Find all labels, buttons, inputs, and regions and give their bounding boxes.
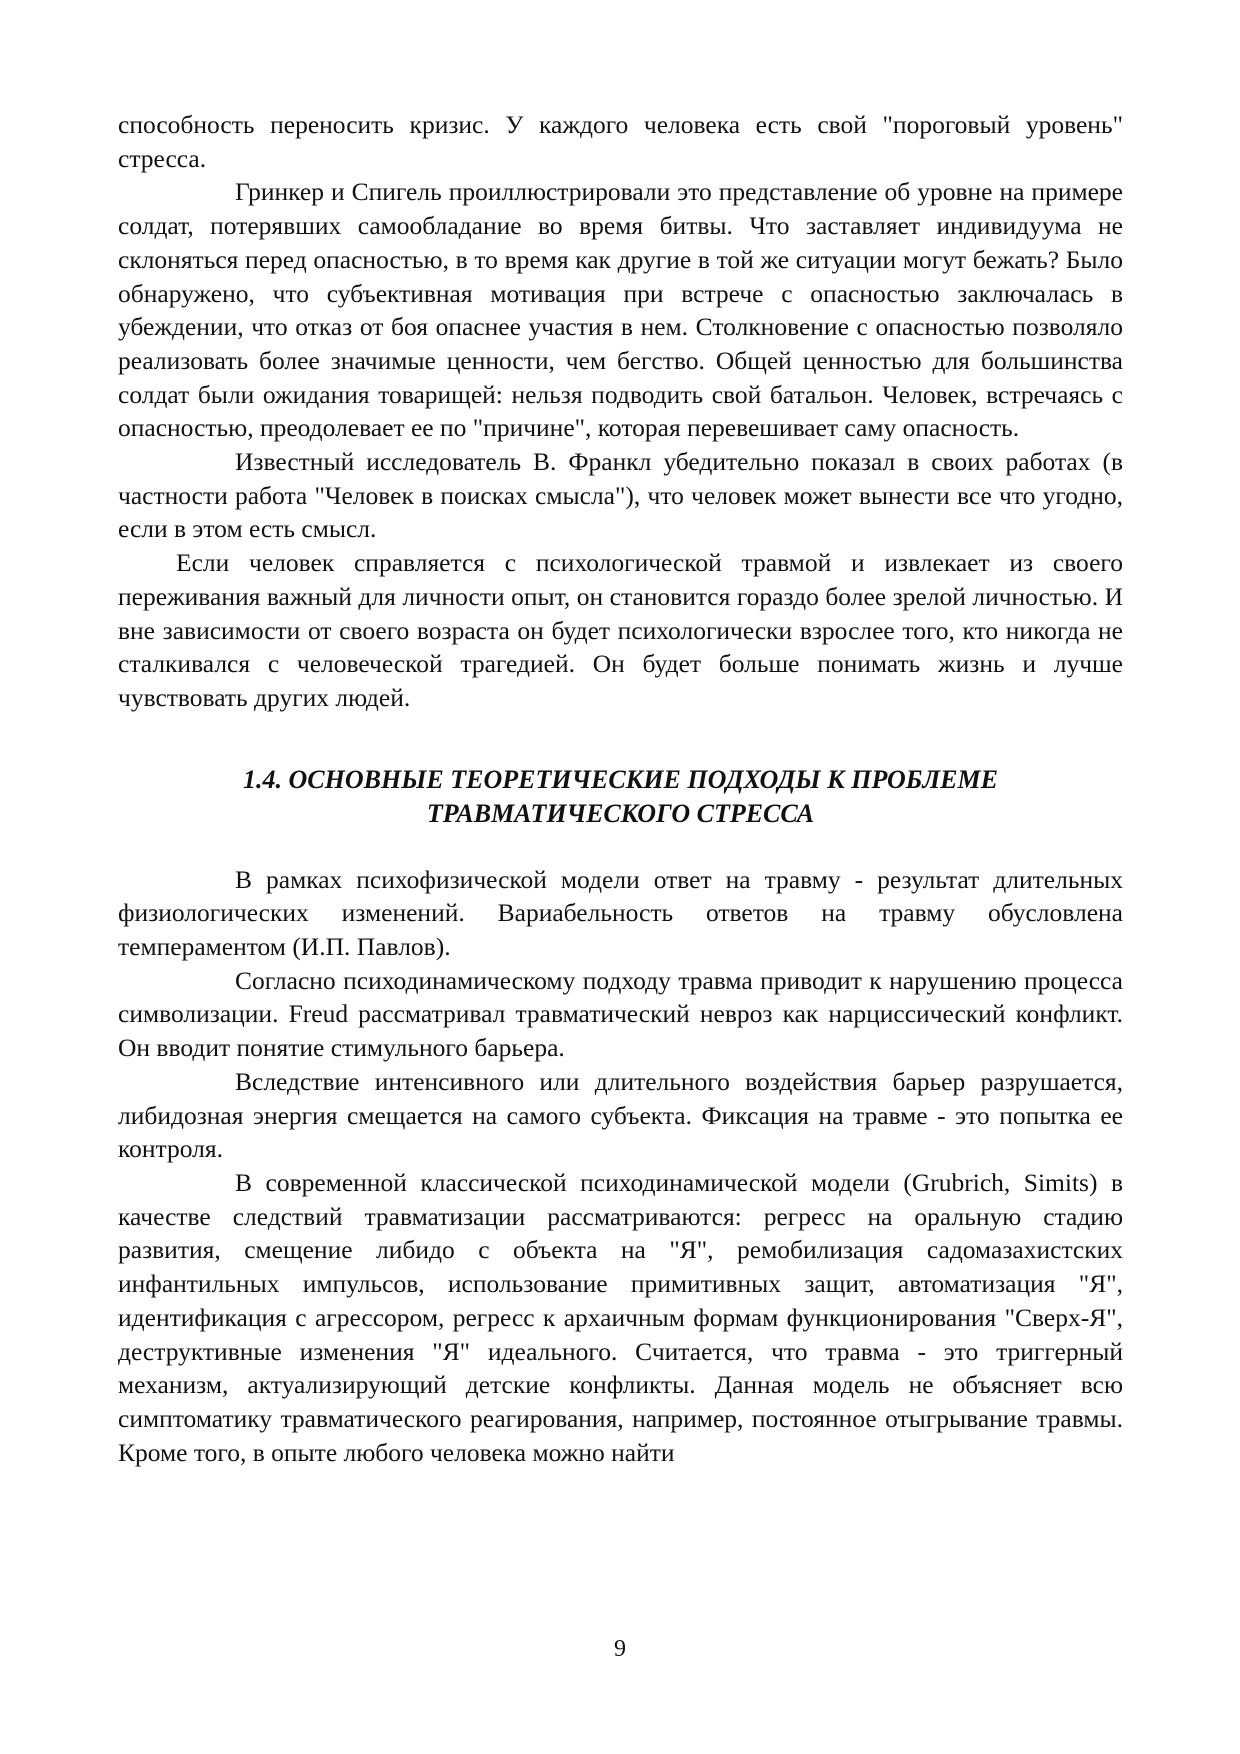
- paragraph: В современной классической психодинамической модели (Grubrich, Simits) в качестве следствий травматизации рассматриваются: регресс на оральную стадию развития, смещение либидо с объекта на "Я", ремобилизация садомазахистских инфантильных импульсов, использование примитивных защит, автоматизация "Я", идентификация с агрессором, регресс к архаичным формам функционирования "Сверх-Я", деструктивные изменения "Я" идеального. Считается, что травма - это триггерный механизм, актуализирующий детские конфликты. Данная модель не объясняет всю симптоматику травматического реагирования, например, постоянное отыгрывание травмы. Кроме того, в опыте любого человека можно найти: [118, 1167, 1123, 1467]
- paragraph: В рамках психофизической модели ответ на травму - результат длительных физиологических изменений. Вариабельность ответов на травму обусловлена темпераментом (И.П. Павлов).: [118, 864, 1123, 962]
- page-number: 9: [614, 1636, 626, 1662]
- paragraph: Известный исследователь В. Франкл убедительно показал в своих работах (в частности работа "Человек в поисках смысла"), что человек может вынести все что угодно, если в этом есть смысл.: [118, 447, 1123, 544]
- paragraph: способность переносить кризис. У каждого человека есть свой "пороговый уровень" стресса.: [118, 110, 1123, 173]
- section-heading: [118, 763, 1123, 831]
- paragraph: Согласно психодинамическому подходу травма приводит к нарушению процесса символизации. Freud рассматривал травматический невроз как нарциссический конфликт. Он вводит понятие стимульного барьера.: [118, 965, 1123, 1063]
- section-heading-line: 1.4. ОСНОВНЫЕ ТЕОРЕТИЧЕСКИЕ ПОДХОДЫ К ПРОБЛЕМЕ: [243, 764, 998, 794]
- paragraph: Если человек справляется с психологической травмой и извлекает из своего переживания важный для личности опыт, он становится гораздо более зрелой личностью. И вне зависимости от своего возраста он будет психологически взрослее того, кто никогда не сталкивался с человеческой трагедией. Он будет больше понимать жизнь и лучше чувствовать других людей.: [118, 548, 1123, 712]
- page-content: [118, 108, 1123, 1469]
- paragraph: Вследствие интенсивного или длительного воздействия барьер разрушается, либидозная энергия смещается на самого субъекта. Фиксация на травме - это попытка ее контроля.: [118, 1066, 1123, 1164]
- section-heading-line: ТРАВМАТИЧЕСКОГО СТРЕССА: [426, 798, 815, 828]
- paragraph: Гринкер и Спигель проиллюстрировали это представление об уровне на примере солдат, потерявших самообладание во время битвы. Что заставляет индивидуума не склоняться перед опасностью, в то время как другие в той же ситуации могут бежать? Было обнаружено, что субъективная мотивация при встрече с опасностью заключалась в убеждении, что отказ от боя опаснее участия в нем. Столкновение с опасностью позволяло реализовать более значимые ценности, чем бегство. Общей ценностью для большинства солдат были ожидания товарищей: нельзя подводить свой батальон. Человек, встречаясь с опасностью, преодолевает ее по "причине", которая перевешивает саму опасность.: [118, 177, 1123, 443]
